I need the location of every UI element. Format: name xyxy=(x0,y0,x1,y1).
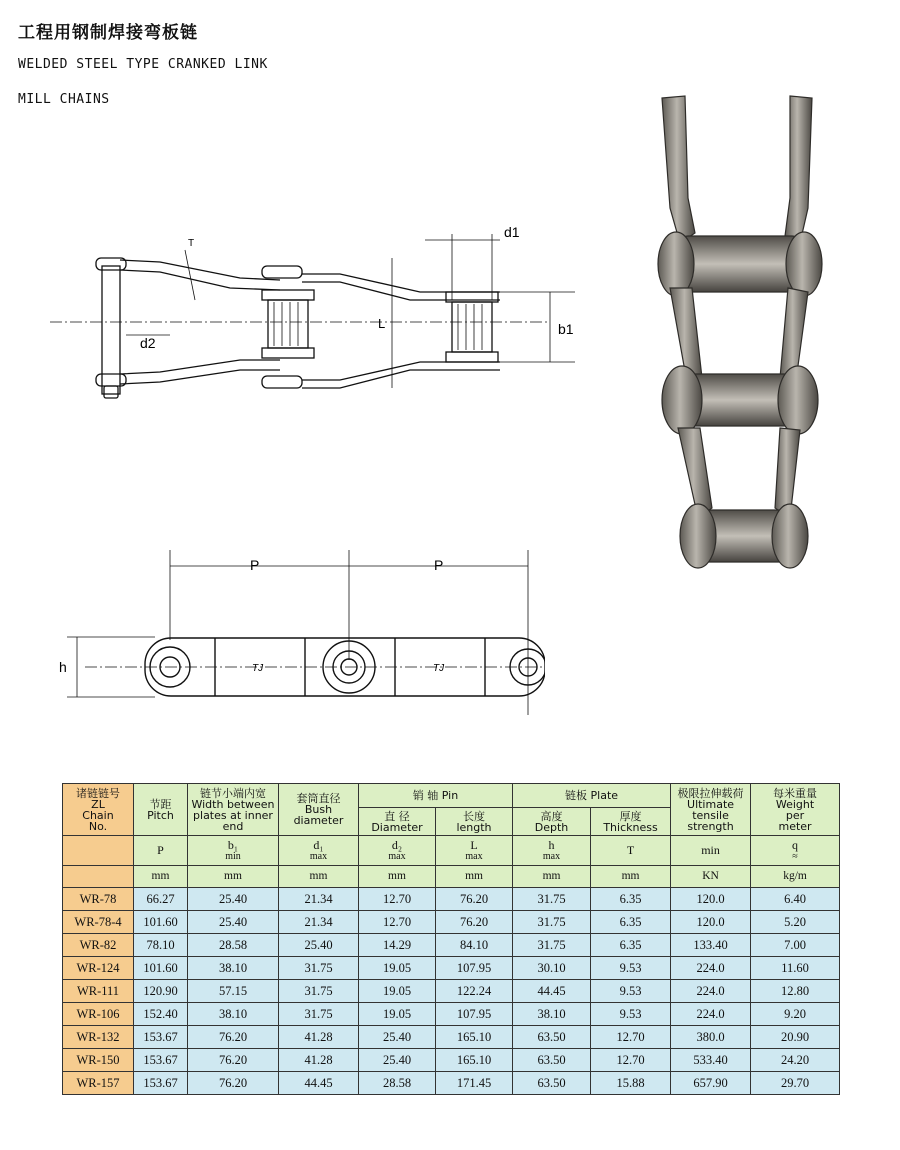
symbol-pin-l: L max xyxy=(436,836,513,866)
table-cell: 9.20 xyxy=(751,1003,840,1026)
table-cell: 31.75 xyxy=(513,911,591,934)
table-cell: 101.60 xyxy=(134,911,188,934)
header-pin-diameter: 直 径 Diameter xyxy=(359,808,436,836)
table-cell: 165.10 xyxy=(436,1026,513,1049)
page-title-cn: 工程用钢制焊接弯板链 xyxy=(18,23,198,43)
table-cell: 19.05 xyxy=(359,980,436,1003)
unit-cell: mm xyxy=(436,866,513,888)
table-row xyxy=(63,980,840,1003)
table-cell: 12.80 xyxy=(751,980,840,1003)
table-cell: 44.45 xyxy=(513,980,591,1003)
header-tensile: 极限拉伸载荷 Ultimate tensile strength xyxy=(671,784,751,836)
header-weight: 每米重量 Weight per meter xyxy=(751,784,840,836)
table-cell: 25.40 xyxy=(359,1049,436,1072)
table-cell: 224.0 xyxy=(671,1003,751,1026)
table-cell: 153.67 xyxy=(134,1026,188,1049)
table-cell: 224.0 xyxy=(671,980,751,1003)
symbol-depth: h max xyxy=(513,836,591,866)
unit-cell: mm xyxy=(591,866,671,888)
label-P-left: P xyxy=(250,557,260,573)
symbol-bush: d₁ max xyxy=(279,836,359,866)
table-cell: 6.40 xyxy=(751,888,840,911)
chain-no-cell: WR-150 xyxy=(63,1049,134,1072)
table-cell: 224.0 xyxy=(671,957,751,980)
header-chain-no: 诸链链号 ZL Chain No. xyxy=(63,784,134,836)
symbol-blank xyxy=(63,836,134,866)
table-cell: 19.05 xyxy=(359,957,436,980)
label-P-right: P xyxy=(434,557,444,573)
table-cell: 133.40 xyxy=(671,934,751,957)
chain-photo xyxy=(640,88,840,588)
table-cell: 153.67 xyxy=(134,1049,188,1072)
chain-no-cell: WR-78-4 xyxy=(63,911,134,934)
header-width: 链节小端内宽 Width between plates at inner end xyxy=(188,784,279,836)
chain-no-cell: WR-106 xyxy=(63,1003,134,1026)
table-cell: 11.60 xyxy=(751,957,840,980)
table-cell: 76.20 xyxy=(436,911,513,934)
table-cell: 9.53 xyxy=(591,1003,671,1026)
table-cell: 9.53 xyxy=(591,980,671,1003)
table-cell: 41.28 xyxy=(279,1026,359,1049)
table-cell: 78.10 xyxy=(134,934,188,957)
unit-cell: KN xyxy=(671,866,751,888)
label-TJ-left: TJ xyxy=(252,663,264,674)
unit-cell: kg/m xyxy=(751,866,840,888)
table-cell: 28.58 xyxy=(359,1072,436,1095)
table-cell: 24.20 xyxy=(751,1049,840,1072)
header-pin: 销 轴 Pin xyxy=(359,784,513,808)
table-cell: 25.40 xyxy=(359,1026,436,1049)
spec-table xyxy=(62,783,840,1095)
table-cell: 171.45 xyxy=(436,1072,513,1095)
header-pitch: 节距 Pitch xyxy=(134,784,188,836)
table-row xyxy=(63,1072,840,1095)
table-cell: 44.45 xyxy=(279,1072,359,1095)
table-row xyxy=(63,888,840,911)
symbol-pitch: P xyxy=(134,836,188,866)
table-cell: 25.40 xyxy=(188,888,279,911)
unit-cell: mm xyxy=(188,866,279,888)
table-cell: 63.50 xyxy=(513,1072,591,1095)
table-cell: 380.0 xyxy=(671,1026,751,1049)
table-cell: 19.05 xyxy=(359,1003,436,1026)
table-cell: 29.70 xyxy=(751,1072,840,1095)
table-cell: 6.35 xyxy=(591,888,671,911)
table-cell: 25.40 xyxy=(279,934,359,957)
chain-no-cell: WR-82 xyxy=(63,934,134,957)
table-cell: 5.20 xyxy=(751,911,840,934)
label-d1: d1 xyxy=(504,224,520,240)
chain-no-cell: WR-124 xyxy=(63,957,134,980)
plan-view-diagram xyxy=(45,540,545,720)
table-cell: 12.70 xyxy=(591,1049,671,1072)
chain-no-cell: WR-111 xyxy=(63,980,134,1003)
table-row xyxy=(63,934,840,957)
table-cell: 165.10 xyxy=(436,1049,513,1072)
table-cell: 152.40 xyxy=(134,1003,188,1026)
header-plate-depth: 高度 Depth xyxy=(513,808,591,836)
unit-cell: mm xyxy=(359,866,436,888)
symbol-thickness: T xyxy=(591,836,671,866)
header-pin-length: 长度 length xyxy=(436,808,513,836)
symbol-pin-d: d₂ max xyxy=(359,836,436,866)
table-row xyxy=(63,1049,840,1072)
table-cell: 120.0 xyxy=(671,911,751,934)
table-cell: 15.88 xyxy=(591,1072,671,1095)
table-cell: 120.90 xyxy=(134,980,188,1003)
table-cell: 153.67 xyxy=(134,1072,188,1095)
table-row xyxy=(63,957,840,980)
table-cell: 107.95 xyxy=(436,957,513,980)
symbol-tensile: min xyxy=(671,836,751,866)
chain-no-cell: WR-157 xyxy=(63,1072,134,1095)
table-row xyxy=(63,1026,840,1049)
unit-blank xyxy=(63,866,134,888)
table-cell: 657.90 xyxy=(671,1072,751,1095)
table-row xyxy=(63,1003,840,1026)
table-cell: 57.15 xyxy=(188,980,279,1003)
table-cell: 12.70 xyxy=(591,1026,671,1049)
label-b1: b1 xyxy=(558,321,574,337)
label-h: h xyxy=(59,659,67,675)
table-cell: 20.90 xyxy=(751,1026,840,1049)
table-cell: 21.34 xyxy=(279,911,359,934)
table-cell: 31.75 xyxy=(279,1003,359,1026)
symbol-width: b₁ min xyxy=(188,836,279,866)
symbol-weight: q ≈ xyxy=(751,836,840,866)
side-view-diagram xyxy=(30,210,590,410)
table-cell: 31.75 xyxy=(513,934,591,957)
page-title-en-line2: MILL CHAINS xyxy=(18,92,110,107)
page-title-en-line1: WELDED STEEL TYPE CRANKED LINK xyxy=(18,57,268,72)
table-cell: 76.20 xyxy=(188,1072,279,1095)
table-cell: 107.95 xyxy=(436,1003,513,1026)
table-cell: 120.0 xyxy=(671,888,751,911)
table-cell: 9.53 xyxy=(591,957,671,980)
table-cell: 533.40 xyxy=(671,1049,751,1072)
chain-no-cell: WR-78 xyxy=(63,888,134,911)
table-cell: 28.58 xyxy=(188,934,279,957)
table-cell: 25.40 xyxy=(188,911,279,934)
table-cell: 12.70 xyxy=(359,888,436,911)
table-cell: 38.10 xyxy=(513,1003,591,1026)
header-plate-thickness: 厚度 Thickness xyxy=(591,808,671,836)
chain-no-cell: WR-132 xyxy=(63,1026,134,1049)
label-TJ-right: TJ xyxy=(433,663,445,674)
table-cell: 76.20 xyxy=(188,1049,279,1072)
table-cell: 7.00 xyxy=(751,934,840,957)
table-cell: 38.10 xyxy=(188,957,279,980)
table-cell: 31.75 xyxy=(279,957,359,980)
table-row xyxy=(63,911,840,934)
table-cell: 14.29 xyxy=(359,934,436,957)
table-cell: 122.24 xyxy=(436,980,513,1003)
table-cell: 63.50 xyxy=(513,1049,591,1072)
table-cell: 76.20 xyxy=(436,888,513,911)
table-cell: 6.35 xyxy=(591,934,671,957)
table-cell: 31.75 xyxy=(279,980,359,1003)
unit-cell: mm xyxy=(279,866,359,888)
label-L: L xyxy=(378,316,386,331)
table-cell: 41.28 xyxy=(279,1049,359,1072)
table-cell: 6.35 xyxy=(591,911,671,934)
label-T: T xyxy=(188,238,195,249)
table-cell: 30.10 xyxy=(513,957,591,980)
header-plate: 链板 Plate xyxy=(513,784,671,808)
table-cell: 21.34 xyxy=(279,888,359,911)
table-cell: 101.60 xyxy=(134,957,188,980)
table-cell: 84.10 xyxy=(436,934,513,957)
table-cell: 31.75 xyxy=(513,888,591,911)
label-d2: d2 xyxy=(140,335,156,351)
unit-cell: mm xyxy=(513,866,591,888)
table-cell: 38.10 xyxy=(188,1003,279,1026)
unit-cell: mm xyxy=(134,866,188,888)
table-cell: 66.27 xyxy=(134,888,188,911)
table-cell: 76.20 xyxy=(188,1026,279,1049)
table-cell: 63.50 xyxy=(513,1026,591,1049)
table-cell: 12.70 xyxy=(359,911,436,934)
header-bush: 套筒直径 Bush diameter xyxy=(279,784,359,836)
